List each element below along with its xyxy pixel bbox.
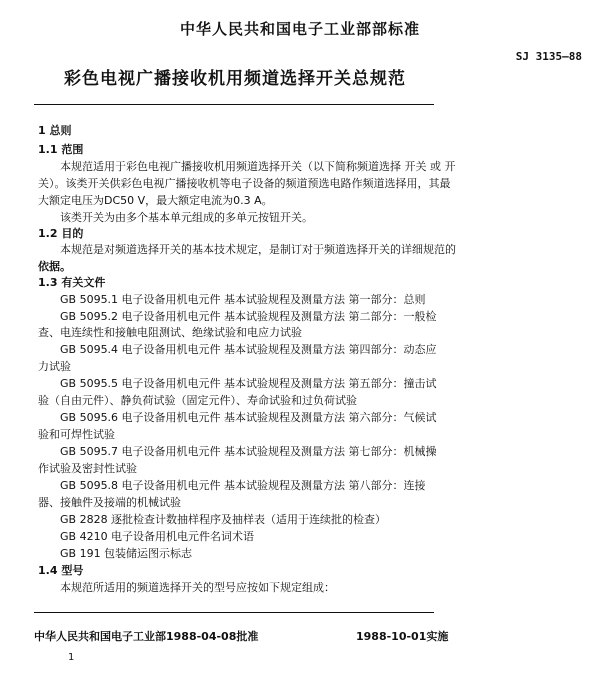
reference-item-continuation: 作试验及密封性试验 [38, 462, 137, 475]
footer-divider [34, 612, 434, 613]
reference-item-continuation: 力试验 [38, 360, 71, 373]
paragraph-line: 关）。该类开关供彩色电视广播接收机等电子设备的频道预选电路作频道选择用，其最 [38, 177, 451, 190]
paragraph-line: 该类开关为由多个基本单元组成的多单元按钮开关。 [60, 211, 313, 224]
section-1-4-heading: 1.4 型号 [38, 564, 84, 577]
section-1-1-heading: 1.1 范围 [38, 143, 84, 156]
reference-item: GB 5095.1 电子设备用机电元件 基本试验规程及测量方法 第一部分：总则 [60, 293, 426, 306]
reference-item-continuation: 查、电连续性和接触电阻测试、绝缘试验和电应力试验 [38, 326, 302, 339]
standard-code: SJ 3135—88 [515, 50, 582, 63]
reference-item: GB 191 包装储运图示标志 [60, 547, 193, 560]
reference-item: GB 5095.2 电子设备用机电元件 基本试验规程及测量方法 第二部分：一般检 [60, 310, 437, 323]
reference-item: GB 5095.8 电子设备用机电元件 基本试验规程及测量方法 第八部分：连接 [60, 479, 426, 492]
section-1-3-heading: 1.3 有关文件 [38, 276, 106, 289]
paragraph-line: 本规范适用于彩色电视广播接收机用频道选择开关（以下简称频道选择 开关 或 开 [60, 160, 456, 173]
issuing-authority-header: 中华人民共和国电子工业部部标准 [179, 20, 420, 38]
page-number: 1 [68, 652, 75, 663]
document-title: 彩色电视广播接收机用频道选择开关总规范 [64, 69, 406, 89]
paragraph-line: 本规范所适用的频道选择开关的型号应按如下规定组成： [60, 581, 335, 594]
section-1-heading: 1 总则 [38, 124, 72, 137]
section-1-2-heading: 1.2 目的 [38, 227, 84, 240]
reference-item: GB 5095.7 电子设备用机电元件 基本试验规程及测量方法 第七部分：机械操 [60, 445, 437, 458]
reference-item: GB 2828 逐批检查计数抽样程序及抽样表（适用于连续批的检查） [60, 513, 387, 526]
header-divider [34, 104, 434, 105]
reference-item: GB 4210 电子设备用机电元件名词术语 [60, 530, 255, 543]
reference-item: GB 5095.4 电子设备用机电元件 基本试验规程及测量方法 第四部分：动态应 [60, 343, 437, 356]
reference-item: GB 5095.5 电子设备用机电元件 基本试验规程及测量方法 第五部分：撞击试 [60, 377, 437, 390]
reference-item: GB 5095.6 电子设备用机电元件 基本试验规程及测量方法 第六部分：气候试 [60, 411, 437, 424]
paragraph-line: 依据。 [38, 260, 71, 273]
reference-item-continuation: 器、接触件及接端的机械试验 [38, 496, 181, 509]
paragraph-line: 本规范是对频道选择开关的基本技术规定，是制订对于频道选择开关的详细规范的 [60, 243, 456, 256]
effective-date: 1988-10-01实施 [356, 630, 449, 643]
approval-line: 中华人民共和国电子工业部1988-04-08批准 [34, 630, 259, 643]
paragraph-line: 大额定电压为DC50 V，最大额定电流为0.3 A。 [38, 194, 273, 207]
reference-item-continuation: 验（自由元件）、静负荷试验（固定元件）、寿命试验和过负荷试验 [38, 394, 357, 407]
reference-item-continuation: 验和可焊性试验 [38, 428, 115, 441]
